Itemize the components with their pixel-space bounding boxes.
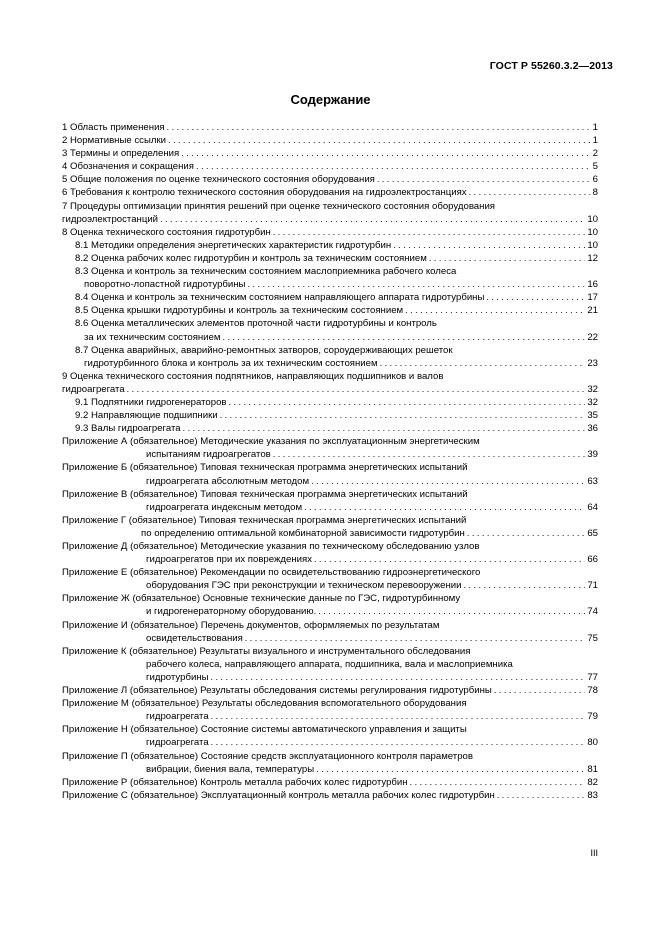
page-title: Содержание xyxy=(290,92,371,107)
toc-entry-row xyxy=(62,527,598,540)
toc-entry-row xyxy=(62,475,598,488)
toc-entry-title: за их техническим состоянием xyxy=(84,331,221,343)
toc-entry[interactable] xyxy=(62,684,598,697)
toc-entry[interactable] xyxy=(62,540,598,566)
toc-entry-row xyxy=(62,278,598,291)
toc-entry[interactable] xyxy=(62,344,598,370)
toc-dot-leader xyxy=(380,357,586,370)
toc-entry[interactable] xyxy=(62,422,598,435)
toc-entry[interactable] xyxy=(62,396,598,409)
toc-dot-leader xyxy=(167,121,591,134)
toc-dot-leader xyxy=(429,252,586,265)
toc-entry-line: Приложение К (обязательное) Результаты визуального и инструментального обследования xyxy=(62,645,471,657)
toc-entry-row xyxy=(62,605,598,618)
toc-page-number: 77 xyxy=(587,671,598,683)
toc-page-number: 82 xyxy=(587,776,598,788)
toc-entry-title: 4 Обозначения и сокращения xyxy=(62,161,194,173)
toc-entry-row xyxy=(62,186,598,199)
toc-entry-line: Приложение П (обязательное) Состояние средств эксплуатационного контроля параметров xyxy=(62,750,473,762)
toc-entry-row xyxy=(62,763,598,776)
document-standard-id: ГОСТ Р 55260.3.2—2013 xyxy=(489,60,613,72)
toc-entry-row xyxy=(62,553,598,566)
toc-entry-title: Приложение Р (обязательное) Контроль металла рабочих колес гидротурбин xyxy=(62,776,408,788)
toc-entry-row xyxy=(62,226,598,239)
toc-entry[interactable] xyxy=(62,566,598,592)
toc-entry-title: гидротурбинного блока и контроль за их техническим состоянием xyxy=(84,357,378,369)
toc-page-number: 66 xyxy=(587,554,598,566)
toc-page-number: 65 xyxy=(587,527,598,539)
toc-page-number: 8 xyxy=(592,187,598,199)
table-of-contents xyxy=(62,121,598,802)
toc-dot-leader xyxy=(220,409,586,422)
toc-entry-line: 8.7 Оценка аварийных, аварийно-ремонтных затворов, сороудерживающих решеток xyxy=(75,344,453,356)
toc-entry-row xyxy=(62,304,598,317)
toc-dot-leader xyxy=(211,671,586,684)
toc-dot-leader xyxy=(318,605,585,618)
toc-entry-title: и гидрогенераторному оборудованию. xyxy=(146,606,317,618)
toc-dot-leader xyxy=(377,173,591,186)
toc-entry[interactable] xyxy=(62,370,598,396)
toc-entry[interactable] xyxy=(62,317,598,343)
toc-entry[interactable] xyxy=(62,435,598,461)
toc-page-number: 22 xyxy=(587,331,598,343)
toc-dot-leader xyxy=(463,579,585,592)
toc-entry-title: оборудования ГЭС при реконструкции и техническом перевооружении xyxy=(146,580,462,592)
toc-dot-leader xyxy=(393,239,585,252)
toc-page-number: 12 xyxy=(587,252,598,264)
toc-entry-line: Приложение Г (обязательное) Типовая техническая программа энергетических испытаний xyxy=(62,514,467,526)
toc-dot-leader xyxy=(467,527,585,540)
toc-page-number: 83 xyxy=(587,789,598,801)
toc-page-number: 74 xyxy=(587,606,598,618)
toc-entry-row xyxy=(62,147,598,160)
toc-entry-line: Приложение М (обязательное) Результаты обследования вспомогательного оборудования xyxy=(62,698,467,710)
toc-entry-title: 9.1 Подпятники гидрогенераторов xyxy=(75,396,227,408)
toc-page-number: 32 xyxy=(587,383,598,395)
toc-entry-row xyxy=(62,409,598,422)
toc-dot-leader xyxy=(245,632,586,645)
toc-dot-leader xyxy=(127,383,586,396)
toc-entry[interactable] xyxy=(62,514,598,540)
toc-entry-row xyxy=(62,173,598,186)
toc-dot-leader xyxy=(494,684,586,697)
toc-entry-row xyxy=(62,671,598,684)
toc-page-number: 21 xyxy=(587,305,598,317)
toc-entry[interactable] xyxy=(62,619,598,645)
toc-entry-title: 8.2 Оценка рабочих колес гидротурбин и контроль за техническим состоянием xyxy=(75,252,427,264)
toc-page-number: 63 xyxy=(587,475,598,487)
toc-entry-title: испытаниям гидроагрегатов xyxy=(146,449,271,461)
toc-entry-row xyxy=(62,579,598,592)
toc-entry-line: Приложение А (обязательное) Методические указания по эксплуатационным энергетическим xyxy=(62,436,480,448)
toc-entry[interactable] xyxy=(62,200,598,226)
toc-entry-row xyxy=(62,357,598,370)
toc-page-number: 79 xyxy=(587,711,598,723)
toc-entry-row xyxy=(62,684,598,697)
toc-page-number: 5 xyxy=(592,161,598,173)
toc-page-number: 32 xyxy=(587,396,598,408)
toc-entry-title: 8.5 Оценка крышки гидротурбины и контроль за техническим состоянием xyxy=(75,305,404,317)
toc-entry-title: 8.4 Оценка и контроль за техническим состоянием направляющего аппарата гидротурбины xyxy=(75,292,485,304)
toc-dot-leader xyxy=(469,186,591,199)
toc-entry-row xyxy=(62,291,598,304)
toc-entry[interactable] xyxy=(62,789,598,802)
toc-entry-line: 8.6 Оценка металлических элементов проточной части гидротурбины и контроль xyxy=(75,318,437,330)
toc-entry[interactable] xyxy=(62,304,598,317)
toc-entry-row xyxy=(62,448,598,461)
toc-entry-row xyxy=(62,252,598,265)
toc-entry[interactable] xyxy=(62,160,598,173)
toc-page-number: 6 xyxy=(592,174,598,186)
toc-entry-line: Приложение В (обязательное) Типовая техническая программа энергетических испытаний xyxy=(62,488,468,500)
toc-entry-title: 8 Оценка технического состояния гидротурбин xyxy=(62,226,271,238)
toc-page-number: 64 xyxy=(587,501,598,513)
toc-entry[interactable] xyxy=(62,173,598,186)
toc-entry-title: Приложение Л (обязательное) Результаты обследования системы регулирования гидротурбины xyxy=(62,685,492,697)
toc-entry-row xyxy=(62,160,598,173)
toc-entry-row xyxy=(62,422,598,435)
toc-entry[interactable] xyxy=(62,776,598,789)
toc-entry[interactable] xyxy=(62,121,598,134)
toc-page-number: 17 xyxy=(587,292,598,304)
toc-entry-row xyxy=(62,396,598,409)
toc-entry[interactable] xyxy=(62,750,598,776)
toc-entry-title: гидротурбины xyxy=(146,671,209,683)
toc-entry-title: гидроагрегатов при их повреждениях xyxy=(146,554,312,566)
toc-entry-row xyxy=(62,789,598,802)
toc-entry[interactable] xyxy=(62,147,598,160)
toc-dot-leader xyxy=(405,304,585,317)
toc-entry[interactable] xyxy=(62,265,598,291)
toc-dot-leader xyxy=(160,213,585,226)
toc-dot-leader xyxy=(486,291,585,304)
toc-entry-row xyxy=(62,121,598,134)
toc-dot-leader xyxy=(304,501,585,514)
toc-dot-leader xyxy=(183,422,586,435)
toc-entry-line: Приложение И (обязательное) Перечень документов, оформляемых по результатам xyxy=(62,619,440,631)
toc-entry-row xyxy=(62,213,598,226)
toc-entry[interactable] xyxy=(62,239,598,252)
toc-page-number: 16 xyxy=(587,279,598,291)
toc-dot-leader xyxy=(168,134,591,147)
toc-page-number: 80 xyxy=(587,737,598,749)
toc-entry[interactable] xyxy=(62,226,598,239)
toc-dot-leader xyxy=(211,710,586,723)
toc-entry-row xyxy=(62,776,598,789)
toc-entry-title: гидроагрегата абсолютным методом xyxy=(146,475,310,487)
toc-entry-line: 7 Процедуры оптимизации принятия решений при оценке технического состояния оборудования xyxy=(62,200,495,212)
toc-entry-title: гидроагрегата индексным методом xyxy=(146,501,303,513)
toc-entry-line: Приложение Ж (обязательное) Основные технические данные по ГЭС, гидротурбинному xyxy=(62,593,461,605)
toc-entry-title: 9.3 Валы гидроагрегата xyxy=(75,423,181,435)
toc-page-number: 23 xyxy=(587,357,598,369)
toc-entry-title: 1 Область применения xyxy=(62,122,165,133)
toc-entry-title: гидроагрегата xyxy=(146,737,209,749)
toc-entry[interactable] xyxy=(62,723,598,749)
toc-entry-title: освидетельствования xyxy=(146,632,243,644)
toc-page-number: 39 xyxy=(587,449,598,461)
toc-dot-leader xyxy=(222,331,585,344)
toc-dot-leader xyxy=(211,736,586,749)
toc-page-number: 71 xyxy=(587,580,598,592)
page-number: III xyxy=(590,848,598,858)
toc-entry-line: Приложение Е (обязательное) Рекомендации по освидетельствованию гидроэнергетического xyxy=(62,567,481,579)
toc-entry-title: 3 Термины и определения xyxy=(62,148,180,160)
toc-page-number: 1 xyxy=(592,122,598,133)
toc-page-number: 35 xyxy=(587,410,598,422)
toc-entry-title: 5 Общие положения по оценке технического состояния оборудования xyxy=(62,174,375,186)
toc-dot-leader xyxy=(247,278,585,291)
toc-dot-leader xyxy=(273,226,586,239)
toc-entry-title: 2 Нормативные ссылки xyxy=(62,135,167,147)
toc-entry[interactable] xyxy=(62,252,598,265)
toc-entry-title: Приложение С (обязательное) Эксплуатационный контроль металла рабочих колес гидротурбин xyxy=(62,789,495,801)
toc-dot-leader xyxy=(410,776,586,789)
toc-dot-leader xyxy=(196,160,591,173)
toc-entry-title: по определению оптимальной комбинаторной зависимости гидротурбин xyxy=(141,527,465,539)
toc-entry-row xyxy=(62,134,598,147)
toc-entry-line: 8.3 Оценка и контроль за техническим состоянием маслоприемника рабочего колеса xyxy=(75,266,457,278)
toc-entry-title: 9.2 Направляющие подшипники xyxy=(75,410,218,422)
toc-page-number: 36 xyxy=(587,423,598,435)
toc-entry-line: Приложение Д (обязательное) Методические указания по техническому обследованию узлов xyxy=(62,541,480,552)
toc-entry-title: 6 Требования к контролю технического состояния оборудования на гидроэлектростанциях xyxy=(62,187,467,199)
toc-entry-row xyxy=(62,736,598,749)
toc-entry-title: поворотно-лопастной гидротурбины xyxy=(84,279,246,291)
toc-dot-leader xyxy=(497,789,586,802)
toc-page-number: 1 xyxy=(592,135,598,147)
toc-entry[interactable] xyxy=(62,409,598,422)
toc-entry-line: 9 Оценка технического состояния подпятников, направляющих подшипников и валов xyxy=(62,370,444,382)
toc-entry-line: Приложение Б (обязательное) Типовая техническая программа энергетических испытаний xyxy=(62,462,468,474)
toc-entry[interactable] xyxy=(62,461,598,487)
toc-entry-title: гидроэлектростанций xyxy=(62,213,159,225)
toc-page-number: 78 xyxy=(587,685,598,697)
toc-entry-row xyxy=(62,239,598,252)
toc-entry-line: Приложение Н (обязательное) Состояние системы автоматического управления и защиты xyxy=(62,724,467,736)
toc-dot-leader xyxy=(181,147,590,160)
toc-entry-title: гидроагрегата xyxy=(146,711,209,723)
toc-page-number: 10 xyxy=(587,213,598,225)
toc-entry[interactable] xyxy=(62,488,598,514)
toc-dot-leader xyxy=(311,475,585,488)
toc-entry-line: рабочего колеса, направляющего аппарата, подшипника, вала и маслоприемника xyxy=(146,658,513,670)
toc-page-number: 10 xyxy=(587,226,598,238)
toc-entry-row xyxy=(62,331,598,344)
toc-page-number: 2 xyxy=(592,148,598,160)
toc-dot-leader xyxy=(316,763,585,776)
toc-dot-leader xyxy=(273,448,586,461)
toc-entry-row xyxy=(62,501,598,514)
toc-dot-leader xyxy=(314,553,585,566)
toc-dot-leader xyxy=(229,396,586,409)
toc-entry[interactable] xyxy=(62,645,598,684)
toc-entry-row xyxy=(62,632,598,645)
toc-entry[interactable] xyxy=(62,592,598,618)
toc-entry-row xyxy=(62,383,598,396)
toc-entry-title: 8.1 Методики определения энергетических характеристик гидротурбин xyxy=(75,239,392,251)
toc-page-number: 81 xyxy=(587,763,598,775)
toc-page-number: 10 xyxy=(587,239,598,251)
toc-entry[interactable] xyxy=(62,291,598,304)
toc-page-number: 75 xyxy=(587,632,598,644)
toc-entry-row xyxy=(62,710,598,723)
toc-entry-title: гидроагрегата xyxy=(62,383,125,395)
toc-entry[interactable] xyxy=(62,186,598,199)
toc-entry[interactable] xyxy=(62,697,598,723)
toc-entry[interactable] xyxy=(62,134,598,147)
toc-entry-title: вибрации, биения вала, температуры xyxy=(146,763,315,775)
